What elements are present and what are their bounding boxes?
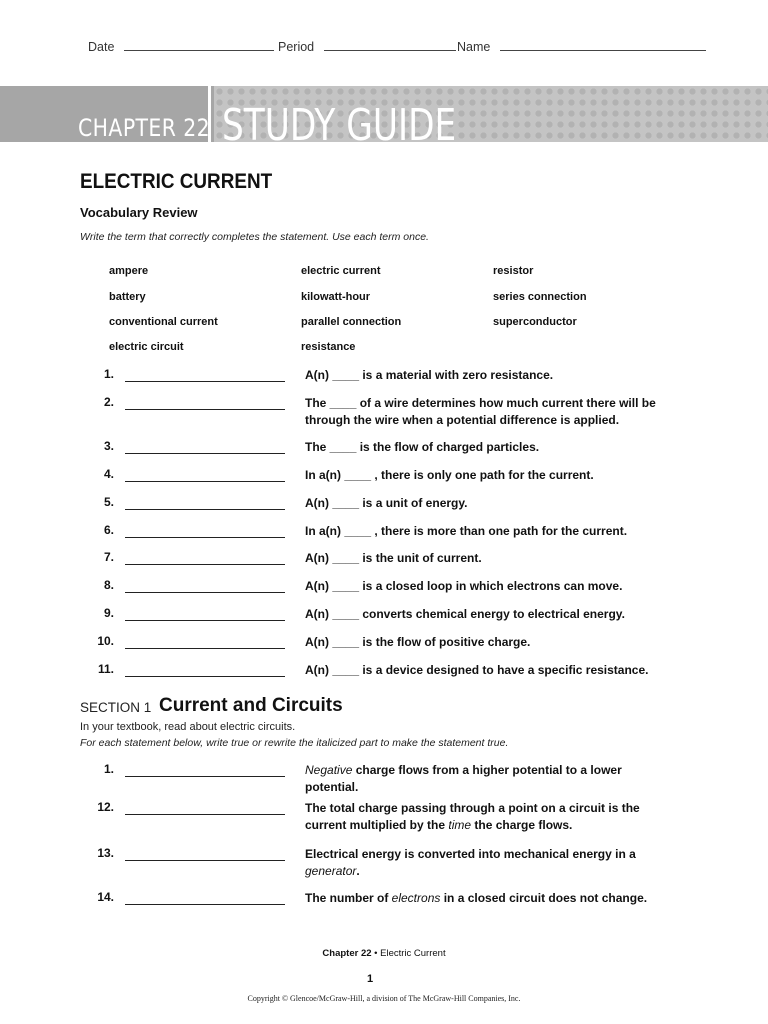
chapter-label: CHAPTER 22 <box>78 114 211 142</box>
name-line[interactable] <box>500 38 706 51</box>
section-title: Current and Circuits <box>159 695 343 716</box>
item-number: 14. <box>97 890 114 904</box>
statement: A(n) ____ is the flow of positive charge. <box>305 635 531 649</box>
statement: Negative charge flows from a higher potential to a lower potential. <box>305 763 622 794</box>
chapter-banner <box>0 86 768 142</box>
term: parallel connection <box>301 316 402 328</box>
term: resistor <box>493 265 534 277</box>
item-number: 3. <box>103 439 114 453</box>
name-field[interactable] <box>457 38 706 54</box>
answer-blank[interactable] <box>125 762 285 777</box>
answer-blank[interactable] <box>125 367 285 382</box>
vocab-heading: Vocabulary Review <box>80 205 198 220</box>
section-directions: For each statement below, write true or rewrite the italicized part to make the statement true. <box>80 737 509 749</box>
answer-blank[interactable] <box>125 495 285 510</box>
item-number: 10. <box>97 634 114 648</box>
term: electric circuit <box>109 341 184 353</box>
item-number: 5. <box>103 495 114 509</box>
term: ampere <box>109 265 149 277</box>
term: resistance <box>301 341 356 353</box>
item-number: 11. <box>97 662 114 676</box>
item-number: 4. <box>103 467 114 481</box>
answer-blank[interactable] <box>125 606 285 621</box>
term: conventional current <box>109 316 218 328</box>
statement: A(n) ____ is a material with zero resistance. <box>305 368 554 382</box>
answer-blank[interactable] <box>125 550 285 565</box>
section-label: SECTION 1 <box>80 700 152 715</box>
footer-chapter: Chapter 22 • Electric Current <box>322 948 446 959</box>
item-number: 2. <box>103 395 114 409</box>
item-number: 1. <box>103 762 114 776</box>
answer-blank[interactable] <box>125 395 285 410</box>
statement: Electrical energy is converted into mechanical energy in a generator. <box>305 847 636 878</box>
term: series connection <box>493 291 587 303</box>
statement: A(n) ____ is a unit of energy. <box>305 496 468 510</box>
term: kilowatt-hour <box>301 291 371 303</box>
statement: A(n) ____ is a closed loop in which electrons can move. <box>305 579 623 593</box>
statement: In a(n) ____ , there is more than one path for the current. <box>305 524 628 538</box>
answer-blank[interactable] <box>125 467 285 482</box>
answer-blank[interactable] <box>125 890 285 905</box>
statement: In a(n) ____ , there is only one path for the current. <box>305 468 594 482</box>
answer-blank[interactable] <box>125 439 285 454</box>
vocab-instruction: Write the term that correctly completes the statement. Use each term once. <box>80 231 429 243</box>
term: electric current <box>301 265 381 277</box>
date-label: Date <box>88 40 115 54</box>
page-number: 1 <box>366 973 374 985</box>
study-guide-label: STUDY GUIDE <box>222 100 457 142</box>
item-number: 12. <box>97 800 114 814</box>
date-line[interactable] <box>124 38 274 51</box>
period-field[interactable] <box>278 38 456 54</box>
section-instruction: In your textbook, read about electric circuits. <box>80 721 296 733</box>
page-title: ELECTRIC CURRENT <box>80 170 273 193</box>
answer-blank[interactable] <box>125 634 285 649</box>
item-number: 13. <box>97 846 114 860</box>
item-number: 7. <box>103 550 114 564</box>
term: superconductor <box>493 316 577 328</box>
statement: The ____ of a wire determines how much current there will be through the wire when a potential difference is applied. <box>305 396 656 427</box>
statement: The ____ is the flow of charged particles. <box>305 440 540 454</box>
answer-blank[interactable] <box>125 578 285 593</box>
copyright: Copyright © Glencoe/McGraw-Hill, a division of The McGraw-Hill Companies, Inc. <box>247 994 521 1003</box>
statement: The number of electrons in a closed circuit does not change. <box>305 891 648 905</box>
item-number: 1. <box>103 367 114 381</box>
item-number: 9. <box>103 606 114 620</box>
answer-blank[interactable] <box>125 523 285 538</box>
answer-blank[interactable] <box>125 800 285 815</box>
statement: A(n) ____ is the unit of current. <box>305 551 482 565</box>
term: battery <box>109 291 146 303</box>
period-line[interactable] <box>324 38 456 51</box>
period-label: Period <box>278 40 315 54</box>
item-number: 6. <box>103 523 114 537</box>
name-label: Name <box>457 40 491 54</box>
statement: The total charge passing through a point on a circuit is the current multiplied by the time the charge flows. <box>305 801 640 832</box>
date-field[interactable] <box>88 38 274 54</box>
statement: A(n) ____ converts chemical energy to electrical energy. <box>305 607 625 621</box>
statement: A(n) ____ is a device designed to have a specific resistance. <box>305 663 649 677</box>
item-number: 8. <box>103 578 114 592</box>
answer-blank[interactable] <box>125 662 285 677</box>
answer-blank[interactable] <box>125 846 285 861</box>
